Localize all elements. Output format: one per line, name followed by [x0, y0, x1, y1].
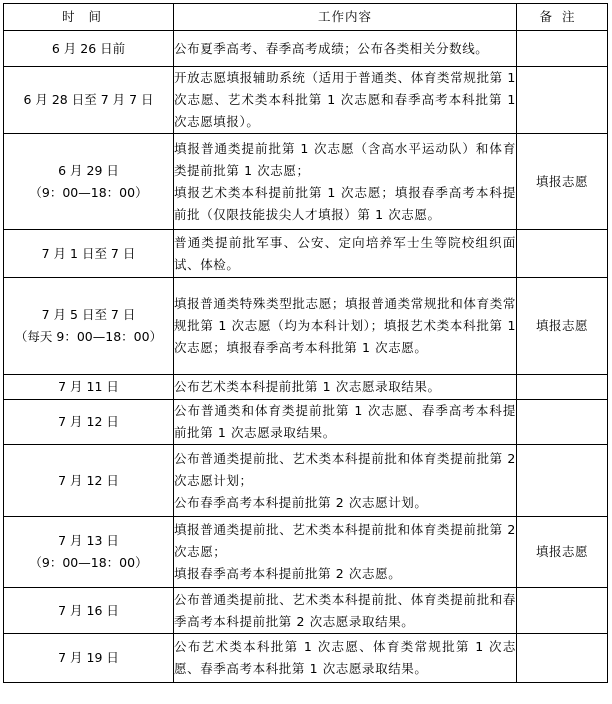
row-content-paragraph: 公布夏季高考、春季高考成绩；公布各类相关分数线。 — [174, 40, 489, 56]
row-time-line: 7 月 12 日 — [58, 414, 119, 429]
row-content — [174, 634, 517, 683]
row-note — [517, 31, 608, 67]
row-note — [517, 445, 608, 517]
row-time — [4, 634, 174, 683]
table-row — [4, 588, 608, 634]
row-content-paragraph: 填报普通类提前批、艺术类本科提前批和体育类提前批第 2 次志愿； — [174, 522, 516, 559]
table-row — [4, 67, 608, 134]
row-time — [4, 588, 174, 634]
table-row — [4, 634, 608, 683]
table-row — [4, 375, 608, 400]
row-time-line: 7 月 13 日 — [58, 533, 119, 548]
row-content-paragraph: 公布艺术类本科提前批第 1 次志愿录取结果。 — [174, 379, 441, 394]
row-time — [4, 31, 174, 67]
row-content — [174, 230, 517, 278]
row-content — [174, 400, 517, 445]
row-time — [4, 67, 174, 134]
row-time-line: 7 月 19 日 — [58, 650, 119, 665]
row-time-line: 7 月 12 日 — [58, 472, 119, 488]
row-time — [4, 400, 174, 445]
row-note: 填报志愿 — [517, 134, 608, 230]
table-row — [4, 445, 608, 517]
row-content — [174, 31, 517, 67]
row-content-paragraph: 公布艺术类本科批第 1 次志愿、体育类常规批第 1 次志愿、春季高考本科批第 1 次志愿录取结果。 — [174, 639, 516, 676]
row-note — [517, 588, 608, 634]
row-time — [4, 278, 174, 375]
table-row — [4, 400, 608, 445]
row-content-paragraph: 公布春季高考本科提前批第 2 次志愿计划。 — [174, 494, 428, 510]
row-time — [4, 230, 174, 278]
row-time — [4, 375, 174, 400]
row-content — [174, 375, 517, 400]
row-note — [517, 67, 608, 134]
table-header-row — [4, 4, 608, 31]
row-time-line: （9：00—18：00） — [29, 555, 148, 570]
row-content-paragraph: 填报春季高考本科提前批第 2 次志愿。 — [174, 566, 402, 581]
row-content — [174, 517, 517, 588]
row-time-line: （9：00—18：00） — [29, 184, 148, 200]
row-content-paragraph: 填报艺术类本科提前批第 1 次志愿；填报春季高考本科提前批（仅限技能拔尖人才填报）第 1 次志愿。 — [174, 184, 516, 222]
row-note: 填报志愿 — [517, 278, 608, 375]
row-time — [4, 134, 174, 230]
row-time-line: 6 月 26 日前 — [51, 40, 126, 56]
row-note: 填报志愿 — [517, 517, 608, 588]
table-row — [4, 134, 608, 230]
row-content-paragraph: 公布普通类提前批、艺术类本科提前批、体育类提前批和春季高考本科提前批第 2 次志愿录取结果。 — [174, 591, 516, 629]
row-time-line: 7 月 16 日 — [58, 602, 119, 618]
row-content — [174, 67, 517, 134]
row-note — [517, 375, 608, 400]
header-note: 备注 — [517, 4, 608, 31]
row-content-paragraph: 普通类提前批军事、公安、定向培养军士生等院校组织面试、体检。 — [174, 234, 516, 272]
row-content — [174, 445, 517, 517]
row-time-line: 7 月 5 日至 7 日 — [41, 307, 136, 322]
row-content — [174, 134, 517, 230]
row-time-line: （每天 9：00—18：00） — [14, 329, 163, 344]
header-content: 工作内容 — [174, 4, 517, 31]
row-content-paragraph: 填报普通类特殊类型批志愿；填报普通类常规批和体育类常规批第 1 次志愿（均为本科计划）；填报艺术类本科批第 1 次志愿；填报春季高考本科批第 1 次志愿。 — [174, 296, 516, 355]
table-row — [4, 230, 608, 278]
table-row — [4, 278, 608, 375]
row-time-line: 6 月 29 日 — [58, 162, 119, 178]
table-row — [4, 517, 608, 588]
row-time-line: 6 月 28 日至 7 月 7 日 — [23, 92, 154, 107]
row-note — [517, 634, 608, 683]
row-note — [517, 230, 608, 278]
table-row — [4, 31, 608, 67]
row-content — [174, 278, 517, 375]
row-time-line: 7 月 1 日至 7 日 — [41, 245, 136, 261]
row-time-line: 7 月 11 日 — [58, 379, 119, 394]
row-content-paragraph: 填报普通类提前批第 1 次志愿（含高水平运动队）和体育类提前批第 1 次志愿； — [174, 140, 516, 178]
row-content-paragraph: 公布普通类和体育类提前批第 1 次志愿、春季高考本科提前批第 1 次志愿录取结果。 — [174, 403, 516, 440]
schedule-table — [3, 3, 608, 683]
row-content-paragraph: 公布普通类提前批、艺术类本科提前批和体育类提前批第 2 次志愿计划； — [174, 450, 516, 488]
row-content-paragraph: 开放志愿填报辅助系统（适用于普通类、体育类常规批第 1 次志愿、艺术类本科批第 1 次志愿和春季高考本科批第 1 次志愿填报）。 — [174, 70, 516, 129]
row-time — [4, 517, 174, 588]
header-time: 时间 — [4, 4, 174, 31]
row-content — [174, 588, 517, 634]
row-note — [517, 400, 608, 445]
schedule-body — [4, 31, 608, 683]
row-time — [4, 445, 174, 517]
